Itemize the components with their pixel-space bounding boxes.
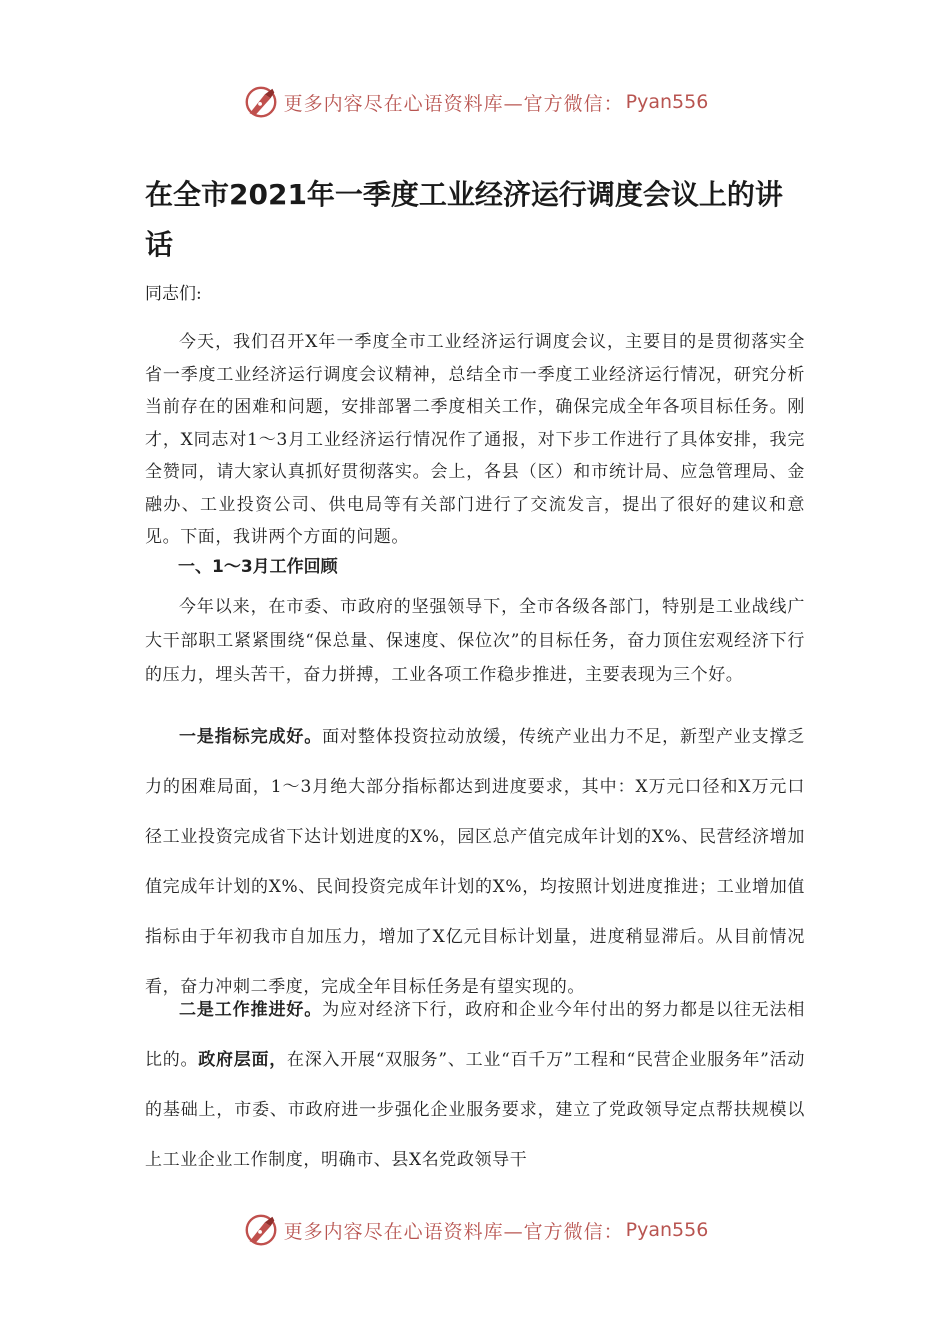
point-two-lead: 二是工作推进好。 bbox=[179, 1000, 323, 1020]
point-two-body-a: 为应对经济下行，政府和企业今年付出的努力都是以往无法相比的。 bbox=[145, 1000, 805, 1070]
salutation: 同志们: bbox=[145, 284, 202, 304]
point-one-lead: 一是指标完成好。 bbox=[179, 727, 323, 747]
intro-paragraph: 今天，我们召开X年一季度全市工业经济运行调度会议，主要目的是贯彻落实全省一季度工业经济运行调度会议精神，总结全市一季度工业经济运行情况，研究分析当前存在的困难和问题，安排部署二季度相关工作，确保完成全年各项目标任务。刚才，X同志对1～3月工业经济运行情况作了通报，对下步工作进行了具体安排，我完全赞同，请大家认真抓好贯彻落实。会上，各县（区）和市统计局、应急管理局、金融办、工业投资公司、供电局等有关部门进行了交流发言，提出了很好的建议和意见。下面，我讲两个方面的问题。 bbox=[145, 332, 805, 547]
banner-text: 更多内容尽在心语资料库—官方微信： bbox=[283, 1220, 624, 1243]
point-two-sub-lead: 政府层面， bbox=[198, 1050, 287, 1070]
point-two-paragraph bbox=[145, 985, 805, 1185]
document-title: 在全市2021年一季度工业经济运行调度会议上的讲话 bbox=[145, 178, 783, 261]
point-one-paragraph bbox=[145, 712, 805, 1012]
banner-text: 更多内容尽在心语资料库—官方微信： bbox=[283, 92, 624, 115]
banner-handle: Pyan556 bbox=[625, 1219, 709, 1241]
pen-nib-logo-icon bbox=[242, 83, 280, 121]
footer-banner bbox=[0, 1210, 950, 1250]
section-heading: 一、1～3月工作回顾 bbox=[178, 557, 338, 577]
banner-handle: Pyan556 bbox=[625, 91, 709, 113]
point-two-body-b: 在深入开展“双服务”、工业“百千万”工程和“民营企业服务年”活动的基础上，市委、市政府进一步强化企业服务要求，建立了党政领导定点帮扶规模以上工业企业工作制度，明确市、县X名党政领导干 bbox=[145, 1050, 805, 1170]
header-banner bbox=[0, 82, 950, 122]
point-one-body: 面对整体投资拉动放缓，传统产业出力不足，新型产业支撑乏力的困难局面，1～3月绝大部分指标都达到进度要求，其中：X万元口径和X万元口径工业投资完成省下达计划进度的X%，园区总产值完成年计划的X%、民营经济增加值完成年计划的X%、民间投资完成年计划的X%，均按照计划进度推进；工业增加值指标由于年初我市自加压力，增加了X亿元目标计划量，进度稍显滞后。从目前情况看，奋力冲刺二季度，完成全年目标任务是有望实现的。 bbox=[145, 727, 805, 997]
review-paragraph: 今年以来，在市委、市政府的坚强领导下，全市各级各部门，特别是工业战线广大干部职工紧紧围绕“保总量、保速度、保位次”的目标任务，奋力顶住宏观经济下行的压力，埋头苦干，奋力拼搏，工业各项工作稳步推进，主要表现为三个好。 bbox=[145, 597, 805, 685]
pen-nib-logo-icon bbox=[242, 1211, 280, 1249]
